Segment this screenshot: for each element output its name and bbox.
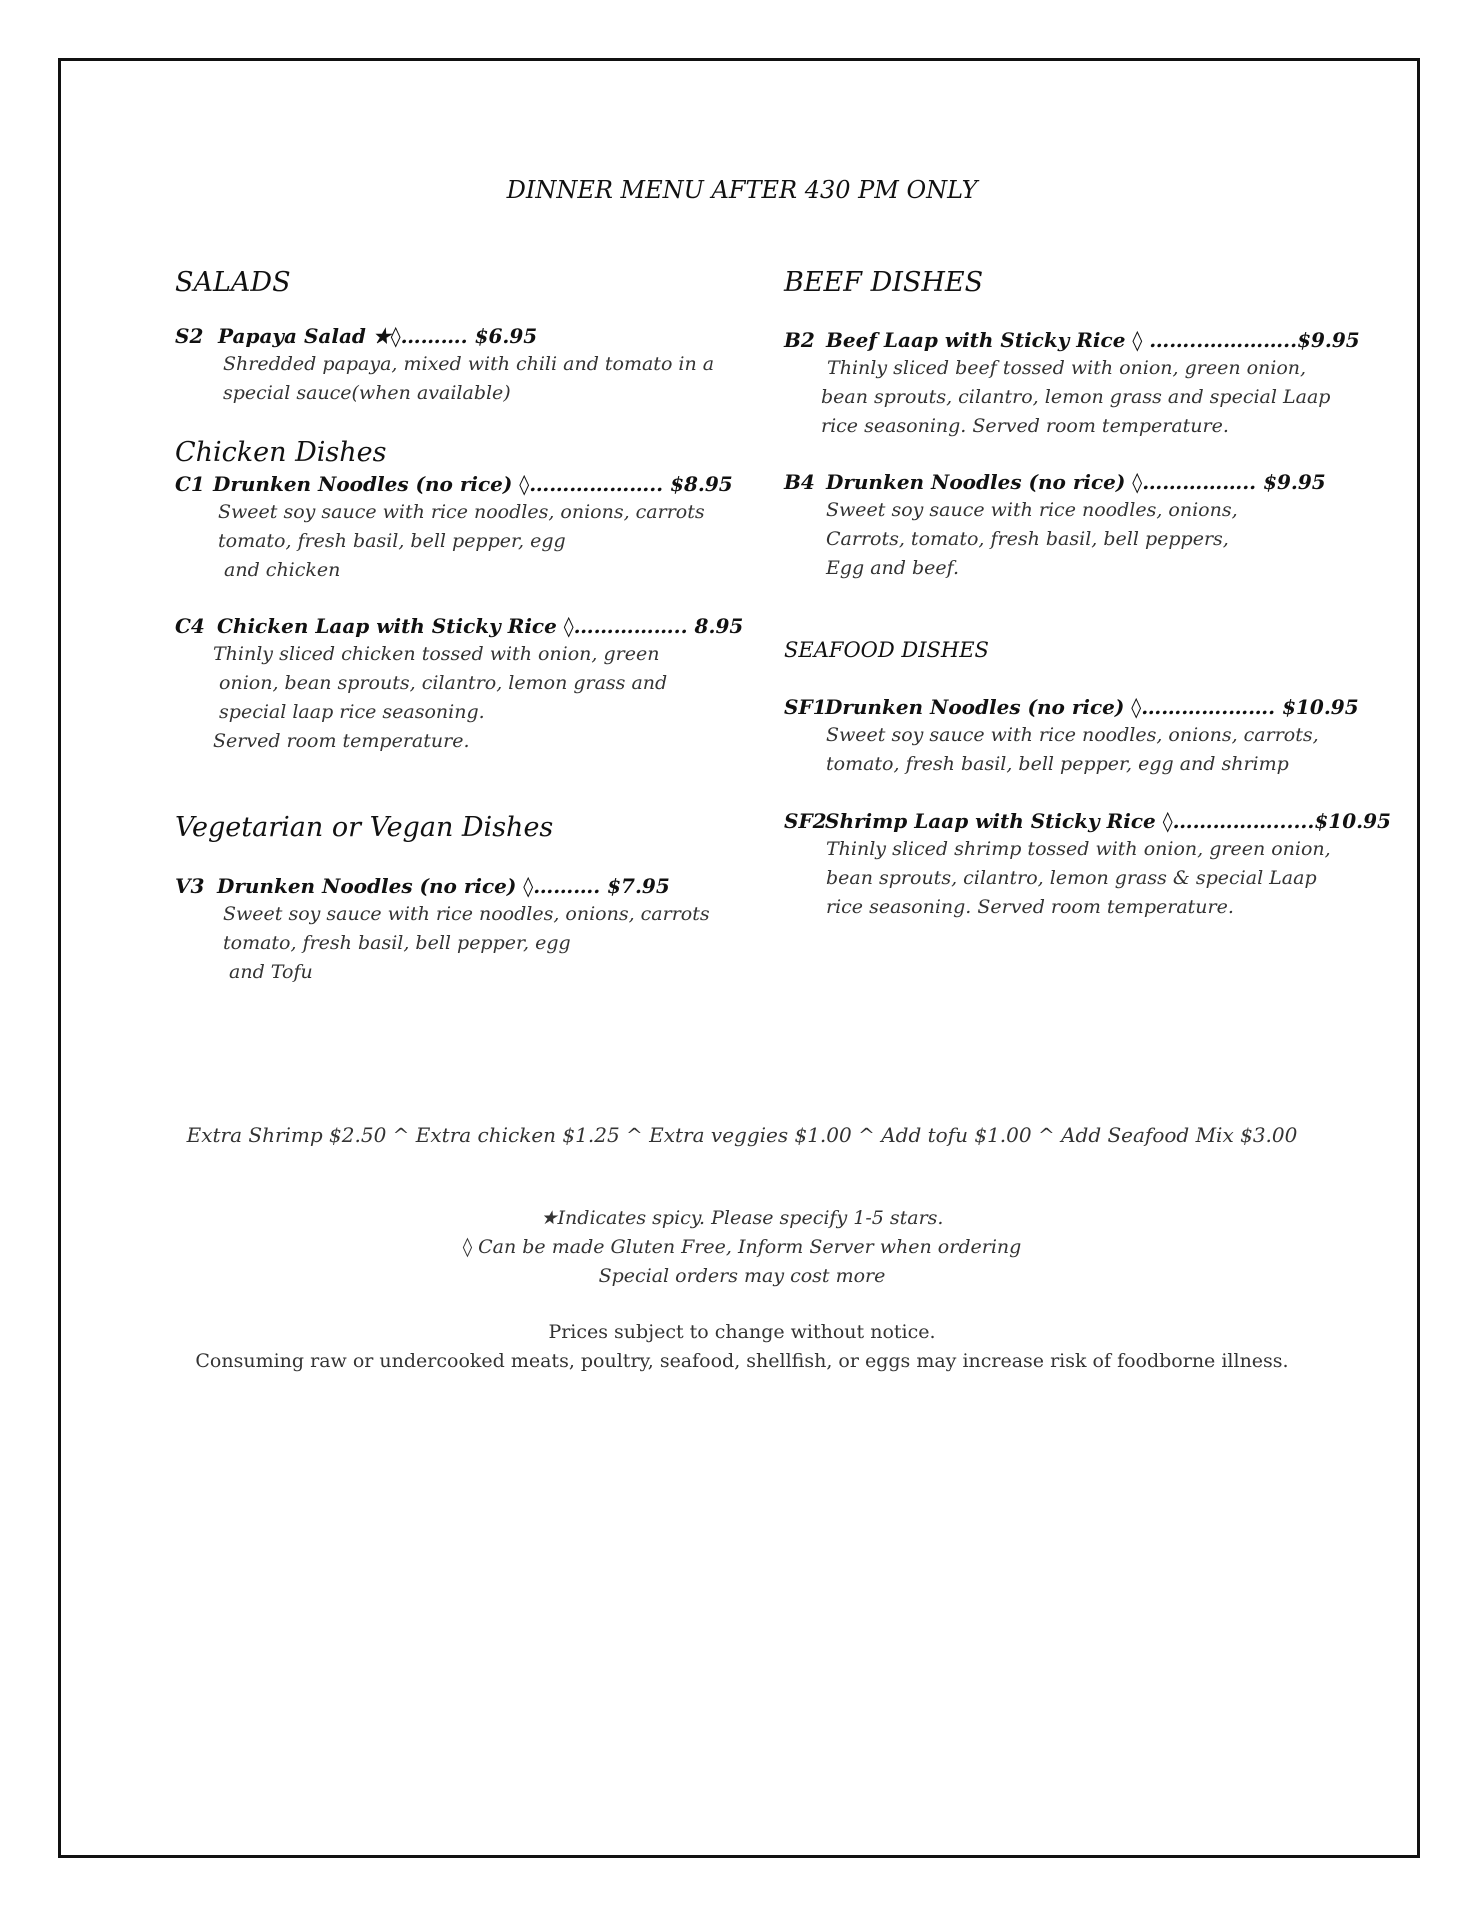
vegetarian-heading: Vegetarian or Vegan Dishes <box>175 812 554 843</box>
food-safety-notice: Consuming raw or undercooked meats, poultry, seafood, shellfish, or eggs may increase risk of foodborne illness. <box>195 1350 1289 1372</box>
item-line: Drunken Noodles (no rice) ◊……………….. $8.95 <box>213 472 733 496</box>
seafood-heading: SEAFOOD DISHES <box>784 638 989 662</box>
item-code: B4 <box>784 470 815 494</box>
item-description: Sweet soy sauce with rice noodles, onions, carrots, tomato, fresh basil, bell pepper, egg and shrimp <box>826 724 1319 775</box>
item-code: B2 <box>784 328 815 352</box>
item-line: Beef Laap with Sticky Rice ◊ ……..…………..$9.95 <box>826 328 1360 352</box>
item-code: V3 <box>175 874 205 898</box>
special-orders-note: Special orders may cost more <box>598 1265 886 1287</box>
extras-line: Extra Shrimp $2.50 ^ Extra chicken $1.25 ^ Extra veggies $1.00 ^ Add tofu $1.00 ^ Add Seafood Mix $3.00 <box>186 1123 1298 1147</box>
item-description: Thinly sliced chicken tossed with onion, green onion, bean sprouts, cilantro, lemon grass and special laap rice seasoning. Served room temperature. <box>213 643 668 752</box>
item-line: Drunken Noodles (no rice) ◊………. $7.95 <box>217 874 670 898</box>
item-line: Drunken Noodles (no rice) ◊…………….. $9.95 <box>826 470 1326 494</box>
item-code: C1 <box>175 472 205 496</box>
spicy-legend: ★Indicates spicy. Please specify 1-5 stars. <box>540 1207 944 1229</box>
menu-title: DINNER MENU AFTER 430 PM ONLY <box>506 176 978 204</box>
price-notice: Prices subject to change without notice. <box>548 1321 936 1343</box>
menu-item-sf1 <box>784 695 1359 719</box>
item-description: Sweet soy sauce with rice noodles, onions, carrots tomato, fresh basil, bell pepper, egg and chicken <box>218 501 705 581</box>
item-line: Drunken Noodles (no rice) ◊………….……. $10.95 <box>825 695 1359 719</box>
item-description: Thinly sliced beef tossed with onion, green onion, bean sprouts, cilantro, lemon grass and special Laap rice seasoning. Served room temperature. <box>821 357 1331 437</box>
beef-heading: BEEF DISHES <box>784 267 984 298</box>
salads-heading: SALADS <box>175 267 291 298</box>
item-code: C4 <box>175 614 205 638</box>
item-code: SF2 <box>784 809 827 833</box>
menu-item-b2 <box>784 328 1360 352</box>
menu-item-s2 <box>175 324 537 348</box>
chicken-heading: Chicken Dishes <box>175 437 387 468</box>
menu-item-c4 <box>175 614 743 638</box>
item-code: SF1 <box>784 695 827 719</box>
menu-item-c1 <box>175 472 733 496</box>
item-code: S2 <box>175 324 204 348</box>
gluten-free-legend: ◊ Can be made Gluten Free, Inform Server when ordering <box>462 1236 1022 1258</box>
menu-item-b4 <box>784 470 1326 494</box>
item-description: Sweet soy sauce with rice noodles, onions, Carrots, tomato, fresh basil, bell peppers, Egg and beef. <box>826 499 1238 579</box>
item-line: Shrimp Laap with Sticky Rice ◊……………......$10.95 <box>825 809 1391 833</box>
item-description: Thinly sliced shrimp tossed with onion, green onion, bean sprouts, cilantro, lemon grass & special Laap rice seasoning. Served room temperature. <box>826 838 1331 918</box>
item-line: Chicken Laap with Sticky Rice ◊…………….. 8.95 <box>217 614 744 638</box>
item-description: Shredded papaya, mixed with chili and tomato in a special sauce(when available) <box>223 353 715 404</box>
item-description: Sweet soy sauce with rice noodles, onions, carrots tomato, fresh basil, bell pepper, egg and Tofu <box>223 903 710 983</box>
item-line: Papaya Salad ★◊………. $6.95 <box>218 324 538 348</box>
menu-item-v3 <box>175 874 670 898</box>
menu-item-sf2 <box>784 809 1391 833</box>
